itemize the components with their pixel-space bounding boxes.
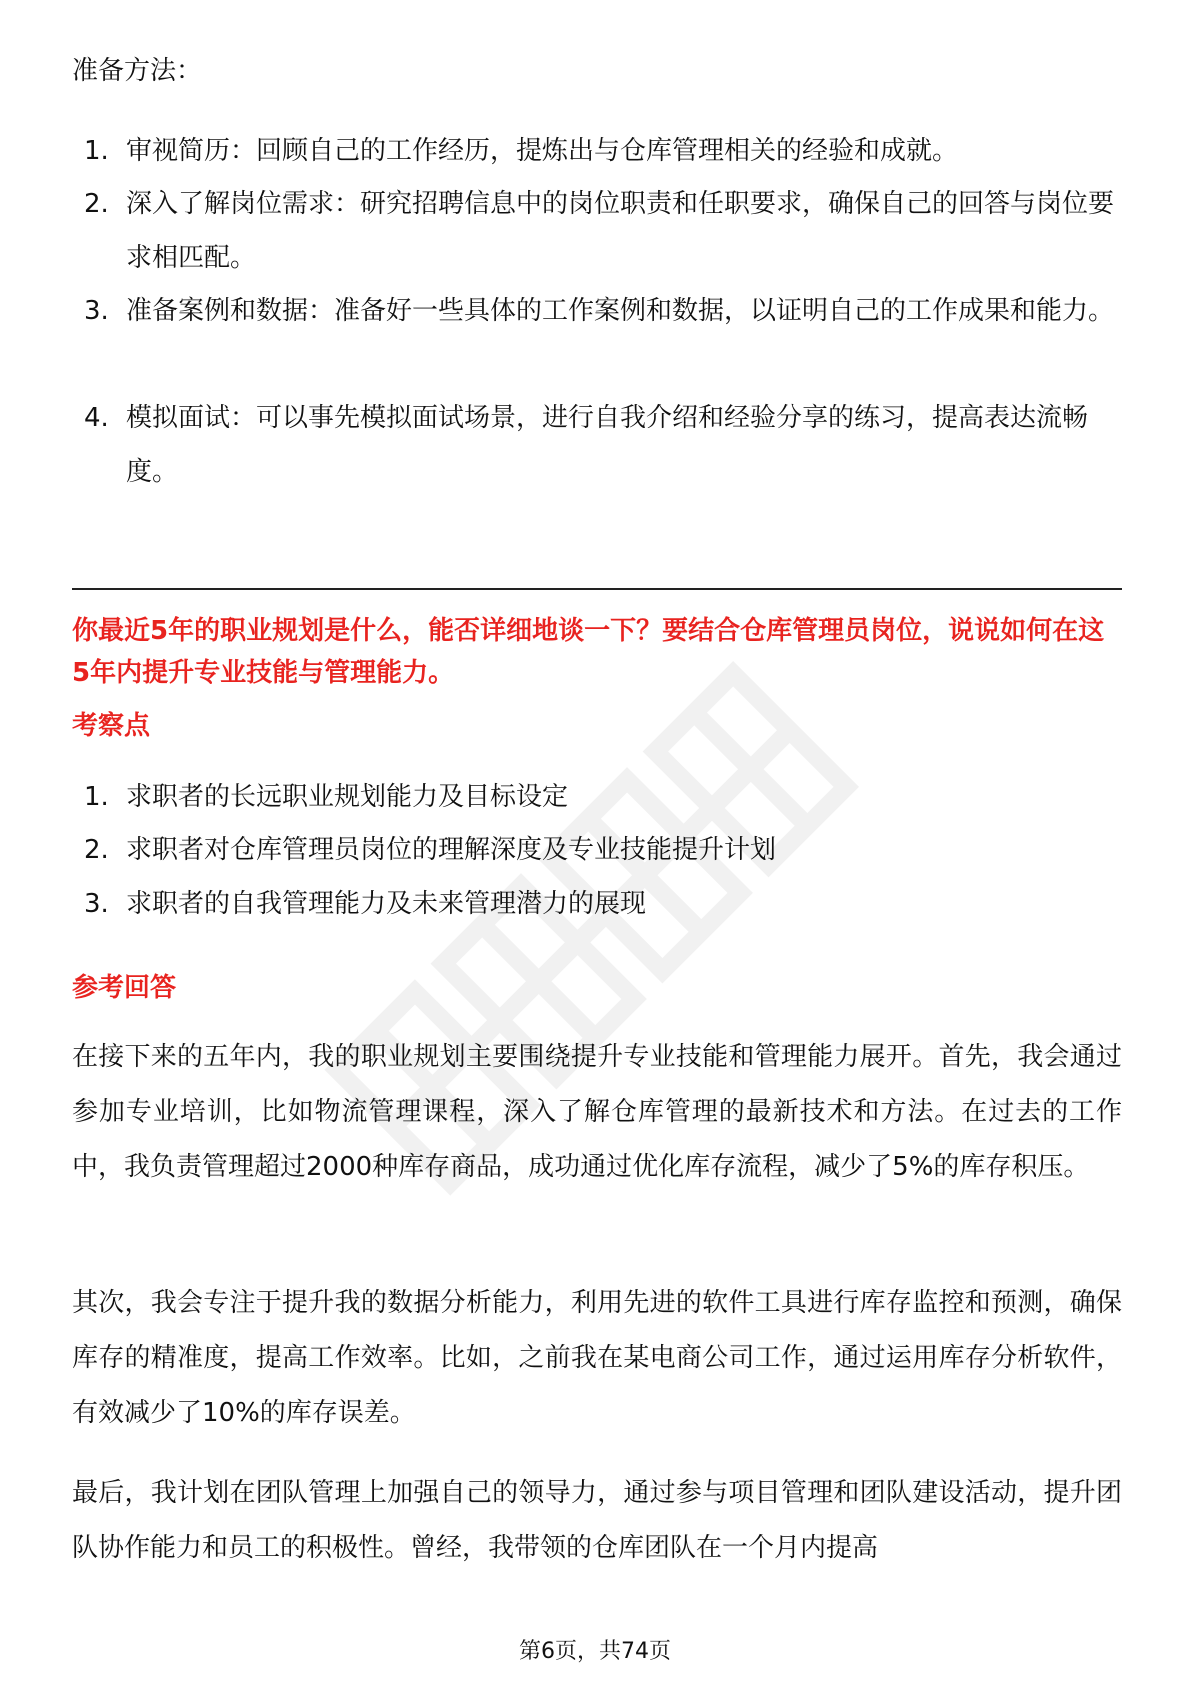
list-text: 准备案例和数据：准备好一些具体的工作案例和数据，以证明自己的工作成果和能力。 (126, 296, 1115, 326)
examine-heading: 考察点 (72, 711, 151, 741)
answer-paragraph: 在接下来的五年内，我的职业规划主要围绕提升专业技能和管理能力展开。首先，我会通过参加专业培训，比如物流管理课程，深入了解仓库管理的最新技术和方法。在过去的工作中，我负责管理超过2000种库存商品，成功通过优化库存流程，减少了5%的库存积压。 (72, 1042, 1122, 1182)
list-text: 求职者对仓库管理员岗位的理解深度及专业技能提升计划 (126, 835, 777, 865)
answer-paragraph: 其次，我会专注于提升我的数据分析能力，利用先进的软件工具进行库存监控和预测，确保库存的精准度，提高工作效率。比如，之前我在某电商公司工作，通过运用库存分析软件，有效减少了10%的库存误差。 (72, 1288, 1122, 1428)
list-text: 求职者的自我管理能力及未来管理潜力的展现 (126, 889, 647, 919)
list-number: 2. (84, 835, 109, 865)
answer-paragraph: 最后，我计划在团队管理上加强自己的领导力，通过参与项目管理和团队建设活动，提升团队协作能力和员工的积极性。曾经，我带领的仓库团队在一个月内提高 (72, 1478, 1122, 1563)
question-title: 你最近5年的职业规划是什么，能否详细地谈一下？要结合仓库管理员岗位，说说如何在这5年内提升专业技能与管理能力。 (72, 616, 1105, 688)
list-number: 2. (84, 189, 109, 219)
answer-heading: 参考回答 (72, 973, 177, 1003)
list-text: 审视简历：回顾自己的工作经历，提炼出与仓库管理相关的经验和成就。 (126, 136, 959, 166)
list-number: 3. (84, 296, 109, 326)
list-number: 1. (84, 136, 109, 166)
list-number: 3. (84, 889, 109, 919)
list-text: 深入了解岗位需求：研究招聘信息中的岗位职责和任职要求，确保自己的回答与岗位要求相匹配。 (126, 189, 1115, 273)
prep-heading: 准备方法： (72, 56, 203, 86)
list-text: 求职者的长远职业规划能力及目标设定 (126, 782, 569, 812)
list-number: 1. (84, 782, 109, 812)
section-divider (72, 588, 1122, 590)
page-number: 第6页，共74页 (519, 1639, 671, 1664)
list-number: 4. (84, 403, 109, 433)
list-text: 模拟面试：可以事先模拟面试场景，进行自我介绍和经验分享的练习，提高表达流畅度。 (126, 403, 1089, 487)
